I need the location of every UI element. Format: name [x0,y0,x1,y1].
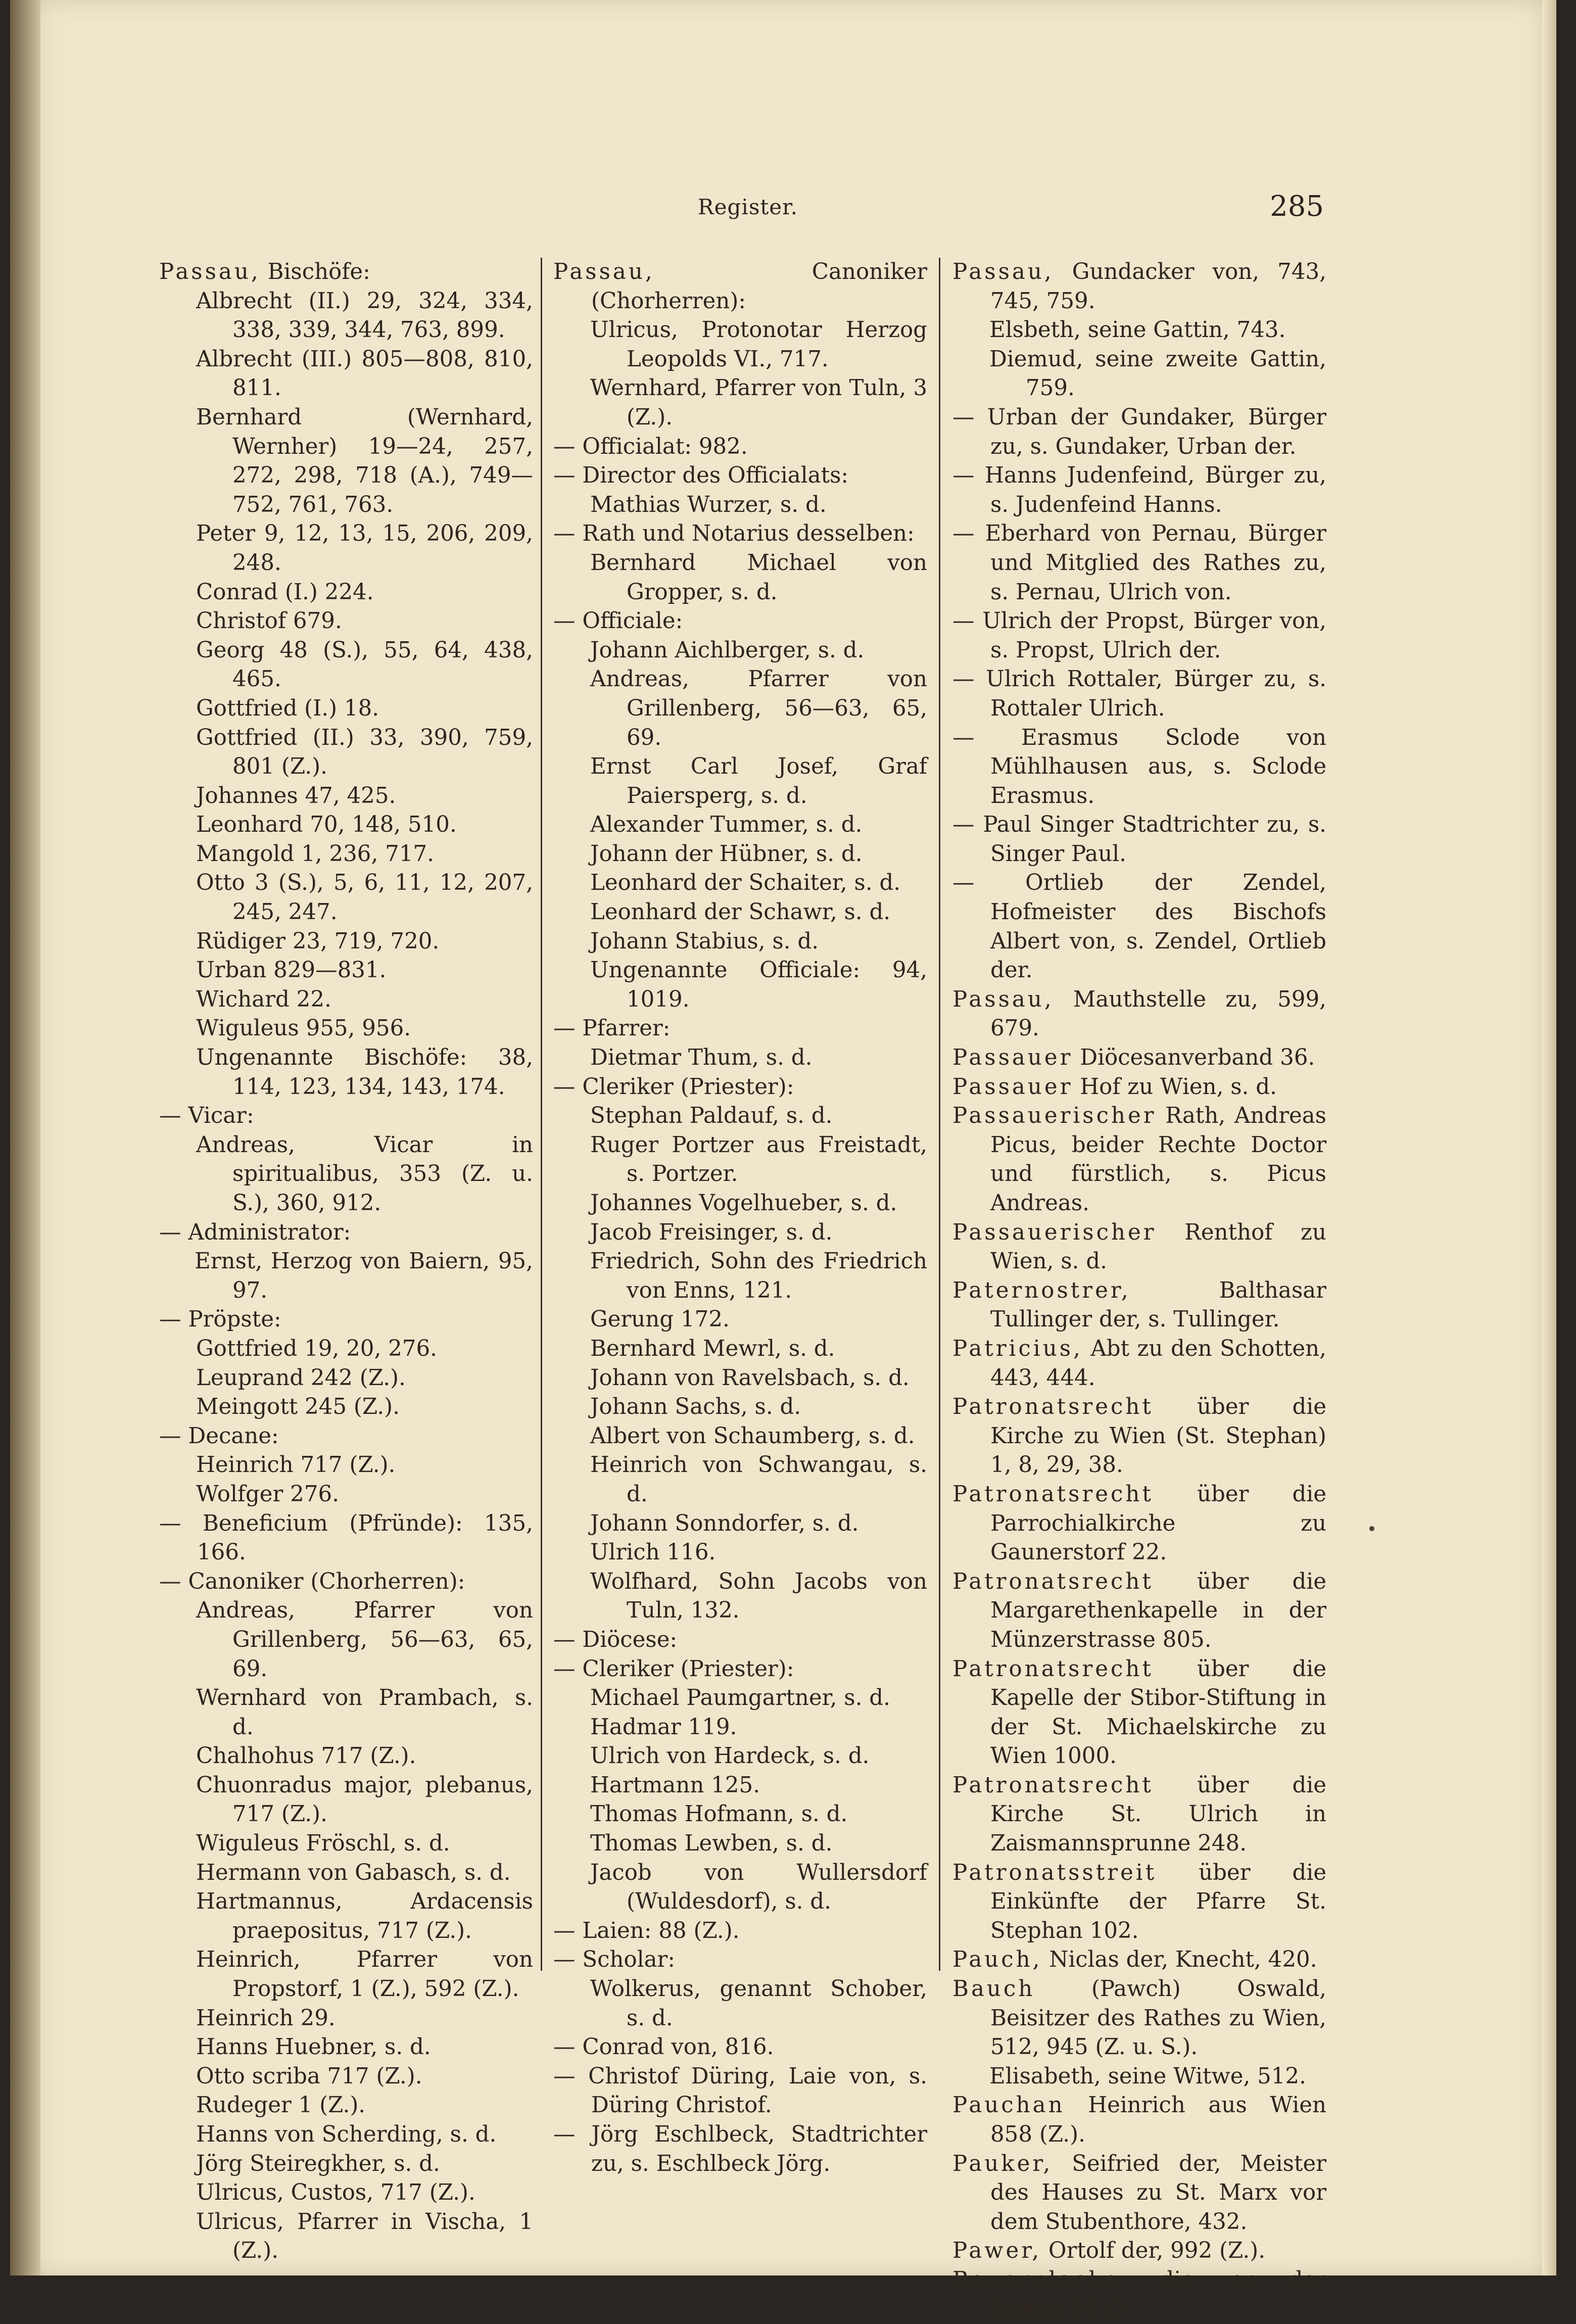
index-entry: Thomas Hofmann, s. d. [590,1801,848,1827]
entry-text: Gundacker von, 743, 745, 759. [990,259,1326,314]
index-entry: Peter 9, 12, 13, 15, 206, 209, 248. [196,521,533,576]
index-entry: Chalhohus 717 (Z.). [196,1743,416,1769]
index-entry: Andreas, Vicar in spiritualibus, 353 (Z. u. S.), 360, 912. [196,1132,533,1216]
index-entry: Johannes 47, 425. [196,783,396,809]
index-entry [952,258,1326,316]
index-entry: Wernhard von Prambach, s. d. [196,1685,533,1740]
index-entry: Andreas, Pfarrer von Grillenberg, 56—63, 65, 69. [196,1598,533,1682]
index-entry: Hanns Huebner, s. d. [196,2034,431,2060]
index-entry: Thomas Lewben, s. d. [590,1831,833,1857]
entry-text: Niclas der, Knecht, 420. [1042,1947,1317,1973]
index-entry: — Diöcese: [553,1627,678,1652]
index-entry [952,2266,1326,2324]
entry-text: über die Kirche zu Wien (St. Stephan) 1, 8, 29, 38. [990,1394,1326,1478]
entry-text: Renthof zu Wien, s. d. [990,1219,1326,1274]
index-entry: Johann Sonndorfer, s. d. [590,1510,859,1536]
entry-text: über die Kirche St. Ulrich in Zaismannsprunne 248. [990,1772,1326,1857]
index-entry: Mathias Wurzer, s. d. [590,492,827,517]
index-entry: Alexander Tummer, s. d. [590,812,863,838]
index-entry [952,2091,1326,2149]
index-entry: — Pfarrer: [553,1016,671,1041]
entry-text: Canoniker (Chorherren): [591,259,927,314]
index-entry: Ruger Portzer aus Freistadt, s. Portzer. [590,1132,927,1187]
index-entry: Albert von Schaumberg, s. d. [590,1423,915,1449]
entry-headword: Bauernlacke, [952,2267,1130,2293]
index-entry: Rüdiger 23, 719, 720. [196,928,440,954]
index-entry [952,1276,1326,1335]
index-entry: — Hanns Judenfeind, Bürger zu, s. Judenfeind Hanns. [952,463,1326,517]
index-entry: Jacob von Wullersdorf (Wuldesdorf), s. d. [590,1860,927,1915]
index-entry: — Officiale: [553,608,683,634]
entry-headword: Pauchan [952,2093,1065,2118]
index-entry: Albrecht (II.) 29, 324, 334, 338, 339, 344, 763, 899. [196,288,533,343]
index-entry: Hartmannus, Ardacensis praepositus, 717 (Z.). [196,1889,533,1943]
index-entry: Hartmann 125. [590,1772,760,1798]
entry-text: über die Parrochialkirche zu Gaunerstorf 22. [990,1481,1326,1566]
entry-headword: Passau, [952,986,1054,1012]
index-entry: Gottfried (I.) 18. [196,695,379,721]
page-number: 285 [1270,190,1324,223]
entry-headword: Bauch [952,1976,1035,2002]
index-entry: — Cleriker (Priester): [553,1074,794,1100]
index-entry [952,1218,1326,1276]
index-entry [952,2150,1326,2237]
index-entry [952,1655,1326,1771]
index-entry: — Christof Düring, Laie von, s. Düring Christof. [553,2063,927,2118]
index-entry: Leonhard 70, 148, 510. [196,812,457,838]
index-entry: Jörg Steiregkher, s. d. [196,2151,440,2176]
index-entry: Johann der Hübner, s. d. [590,841,863,867]
index-entry: Heinrich 29. [196,2005,336,2031]
entry-headword: Paternostrer, [952,1277,1131,1303]
index-entry: Wolfger 276. [196,1481,340,1507]
index-entry: Heinrich von Schwangau, s. d. [590,1452,927,1507]
index-entry: Bernhard (Wernhard, Wernher) 19—24, 257, 272, 298, 718 (A.), 749—752, 761, 763. [196,404,533,517]
ink-speck [1369,1526,1374,1531]
index-entry: Wichard 22. [196,986,331,1012]
index-entry: — Ulrich Rottaler, Bürger zu, s. Rottaler Ulrich. [952,667,1326,721]
index-entry: Elisabeth, seine Witwe, 512. [989,2063,1306,2089]
index-entry: — Decane: [159,1423,279,1449]
index-entry: Johann Aichlberger, s. d. [590,637,865,663]
entry-headword: Passau, [553,259,655,284]
entry-headword: Patronatsrecht [952,1481,1154,1507]
entry-headword: Patronatsrecht [952,1656,1154,1682]
entry-text: über die Einkünfte der Pfarre St. Stephan 102. [990,1860,1326,1943]
index-entry: Dietmar Thum, s. d. [590,1045,813,1071]
index-entry: — Conrad von, 816. [553,2034,774,2060]
index-entry: — Urban der Gundaker, Bürger zu, s. Gundaker, Urban der. [952,404,1326,459]
entry-text: Abt zu den Schotten, 443, 444. [990,1336,1326,1391]
index-entry [553,258,927,316]
entry-headword: Patronatsstreit [952,1860,1157,1885]
index-entry: Diemud, seine zweite Gattin, 759. [989,346,1326,401]
index-entry [952,1859,1326,1946]
index-entry: Meingott 245 (Z.). [196,1394,400,1420]
index-entry: — Paul Singer Stadtrichter zu, s. Singer Paul. [952,812,1326,867]
index-entry: Jacob Freisinger, s. d. [590,1219,833,1245]
entry-headword: Pawer, [952,2238,1042,2264]
index-entry: Leuprand 242 (Z.). [196,1365,406,1391]
index-entry: — Administrator: [159,1219,351,1245]
index-entry: Ungenannte Bischöfe: 38, 114, 123, 134, 143, 174. [196,1045,533,1100]
entry-text: Diöcesanverband 36. [1073,1045,1315,1071]
index-entry [952,1393,1326,1480]
running-header: Register. [698,195,798,219]
index-entry [952,1044,1326,1073]
index-entry: Bernhard Mewrl, s. d. [590,1336,835,1361]
index-entry: — Ortlieb der Zendel, Hofmeister des Bischofs Albert von, s. Zendel, Ortlieb der. [952,870,1326,983]
index-column-2 [553,258,927,2178]
index-entry: — Jörg Eschlbeck, Stadtrichter zu, s. Eschlbeck Jörg. [553,2122,927,2176]
page-gutter [10,0,40,2275]
entry-text: (Pawch) Oswald, Beisitzer des Rathes zu Wien, 512, 945 (Z. u. S.). [990,1976,1326,2060]
index-entry: Wiguleus Fröschl, s. d. [196,1831,450,1857]
index-entry: Ungenannte Officiale: 94, 1019. [590,958,927,1012]
entry-headword: Patricius, [952,1336,1083,1361]
index-entry [159,258,533,287]
index-entry: — Vicar: [159,1103,254,1129]
entry-headword: Patronatsrecht [952,1394,1154,1420]
index-entry: Conrad (I.) 224. [196,579,374,605]
index-entry: Hadmar 119. [590,1714,737,1740]
entry-text: Seifried der, Meister des Hauses zu St. Marx vor dem Stubenthore, 432. [990,2151,1326,2235]
entry-text: Balthasar Tullinger der, s. Tullinger. [990,1277,1326,1333]
entry-text: Heinrich aus Wien 858 (Z.). [990,2093,1326,2147]
index-entry: Gottfried (II.) 33, 390, 759, 801 (Z.). [196,725,533,780]
entry-headword: Passauer [952,1045,1073,1071]
book-page [10,0,1556,2322]
index-entry: Ulricus, Custos, 717 (Z.). [196,2180,475,2206]
index-entry: Johann von Ravelsbach, s. d. [590,1365,910,1391]
entry-headword: Pauker, [952,2151,1053,2176]
index-entry: — Erasmus Sclode von Mühlhausen aus, s. Sclode Erasmus. [952,725,1326,809]
index-entry: Chuonradus major, plebanus, 717 (Z.). [196,1772,533,1827]
entry-text: Bischöfe: [260,259,370,284]
index-entry: Ernst, Herzog von Baiern, 95, 97. [195,1249,533,1303]
index-entry [952,1480,1326,1568]
entry-headword: Passauerischer [952,1103,1157,1129]
index-entry: Ulrich von Hardeck, s. d. [590,1743,870,1769]
index-column-1 [159,258,533,2266]
entry-headword: Passau, [952,259,1054,284]
index-entry: Rudeger 1 (Z.). [196,2093,366,2118]
entry-headword: Passauerischer [952,1219,1157,1245]
index-column-3 [952,258,1326,2324]
entry-text: Hof zu Wien, s. d. [1073,1074,1277,1100]
index-entry: Wolfhard, Sohn Jacobs von Tuln, 132. [590,1569,927,1624]
entry-text: Ortolf der, 992 (Z.). [1041,2238,1266,2264]
entry-text: über die Kapelle der Stibor-Stiftung in der St. Michaelskirche zu Wien 1000. [990,1656,1326,1769]
entry-headword: Patronatsrecht [952,1569,1154,1594]
index-entry: — Rath und Notarius desselben: [553,521,915,547]
entry-headword: Pauch, [952,1947,1042,1973]
index-entry: Johannes Vogelhueber, s. d. [590,1191,897,1216]
index-entry: — Scholar: [553,1947,675,1973]
index-entry [952,2237,1326,2266]
index-entry: Wiguleus 955, 956. [196,1016,411,1041]
index-entry: Urban 829—831. [196,958,387,983]
index-entry: Christof 679. [196,608,342,634]
index-entry: Gottfried 19, 20, 276. [196,1336,437,1361]
index-entry: — Canoniker (Chorherren): [159,1569,465,1594]
entry-headword: Passauer [952,1074,1073,1100]
entry-text: die, an der Donau 1053. [990,2267,1326,2322]
index-entry: Elsbeth, seine Gattin, 743. [989,317,1286,343]
index-entry [952,1102,1326,1218]
index-entry: — Pröpste: [159,1307,281,1333]
index-entry [952,1568,1326,1655]
index-entry: — Beneficium (Pfründe): 135, 166. [159,1510,533,1566]
index-entry [952,1771,1326,1859]
index-entry: Gerung 172. [590,1307,730,1333]
index-entry: Leonhard der Schaiter, s. d. [590,870,901,896]
index-entry [952,1946,1326,1975]
index-entry: Otto scriba 717 (Z.). [196,2063,422,2089]
index-entry: Ernst Carl Josef, Graf Paiersperg, s. d. [590,754,927,809]
column-rule [541,258,542,1971]
entry-text: Rath, Andreas Picus, beider Rechte Doctor und fürstlich, s. Picus Andreas. [990,1103,1326,1216]
index-entry: Wernhard, Pfarrer von Tuln, 3 (Z.). [590,375,927,430]
index-entry: — Eberhard von Pernau, Bürger und Mitglied des Rathes zu, s. Pernau, Ulrich von. [952,521,1326,605]
index-entry [952,1335,1326,1393]
column-rule [939,258,940,1971]
entry-text: über die Margarethenkapelle in der Münzerstrasse 805. [990,1569,1326,1652]
index-entry: Michael Paumgartner, s. d. [590,1685,890,1711]
index-entry: Heinrich 717 (Z.). [196,1452,396,1478]
index-entry [952,985,1326,1044]
index-entry: Johann Sachs, s. d. [590,1394,801,1420]
index-entry [952,1975,1326,2062]
index-entry: — Ulrich der Propst, Bürger von, s. Propst, Ulrich der. [952,608,1326,663]
entry-headword: Passau, [159,259,261,284]
entry-headword: Patronatsrecht [952,1772,1154,1798]
index-entry: Bernhard Michael von Gropper, s. d. [590,550,927,605]
entry-text: Mauthstelle zu, 599, 679. [990,986,1326,1041]
index-entry [952,1073,1326,1102]
index-entry: Otto 3 (S.), 5, 6, 11, 12, 207, 245, 247. [196,870,533,925]
index-entry: Heinrich, Pfarrer von Propstorf, 1 (Z.), 592 (Z.). [196,1947,533,2002]
index-entry: Mangold 1, 236, 717. [196,841,434,867]
index-entry: — Director des Officialats: [553,463,849,489]
index-entry: Andreas, Pfarrer von Grillenberg, 56—63, 65, 69. [590,667,927,750]
index-entry: Albrecht (III.) 805—808, 810, 811. [196,346,533,401]
index-entry: — Cleriker (Priester): [553,1656,794,1682]
index-entry: Hanns von Scherding, s. d. [196,2122,497,2147]
index-entry: — Officialat: 982. [553,434,748,459]
index-entry: Johann Stabius, s. d. [590,928,819,954]
index-entry: Friedrich, Sohn des Friedrich von Enns, 121. [590,1249,927,1303]
index-entry: Stephan Paldauf, s. d. [590,1103,833,1129]
index-entry: Ulricus, Pfarrer in Vischa, 1 (Z.). [196,2209,533,2264]
page-edge [1542,0,1556,2275]
index-entry: Georg 48 (S.), 55, 64, 438, 465. [196,637,533,692]
index-entry: Leonhard der Schawr, s. d. [590,899,891,925]
index-entry: Ulricus, Protonotar Herzog Leopolds VI., 717. [590,317,927,372]
index-entry: — Laien: 88 (Z.). [553,1918,740,1943]
index-entry: Hermann von Gabasch, s. d. [196,1860,511,1885]
index-entry: Wolkerus, genannt Schober, s. d. [590,1976,927,2031]
index-entry: Ulrich 116. [590,1540,716,1566]
